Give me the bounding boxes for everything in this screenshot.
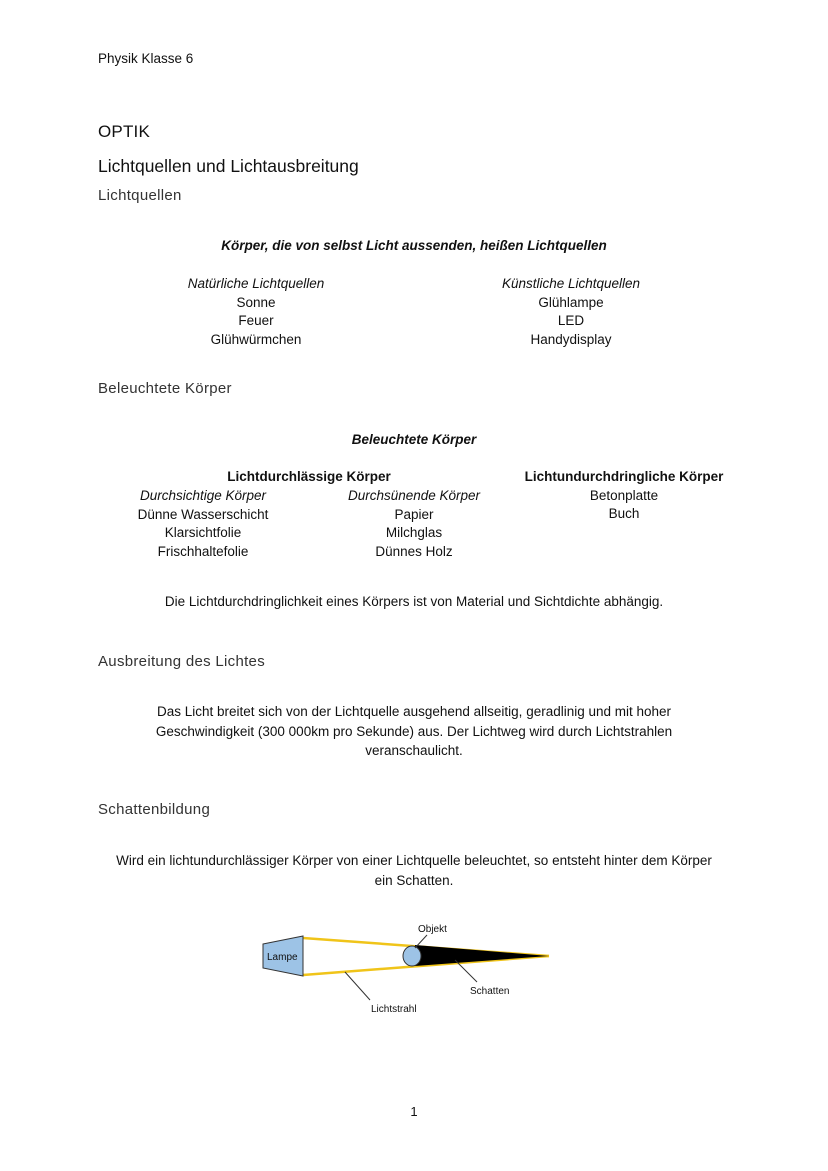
ray-callout-line (345, 972, 370, 1000)
list-item: Handydisplay (530, 332, 612, 348)
schatten-paragraph (0, 851, 828, 890)
lamp-label: Lampe (267, 952, 298, 963)
list-item: Klarsichtfolie (164, 525, 242, 541)
shadow-label: Schatten (470, 986, 510, 997)
ray-label: Lichtstrahl (371, 1004, 417, 1015)
shadow-cone (415, 945, 549, 966)
durchscheinend-column (318, 487, 510, 562)
durchsichtig-column (110, 487, 296, 562)
section-heading-ausbreitung: Ausbreitung des Lichtes (98, 653, 265, 670)
list-item: Dünnes Holz (375, 544, 453, 560)
list-item: Sonne (236, 294, 276, 310)
section-heading-beleuchtete: Beleuchtete Körper (98, 380, 232, 397)
beleuchtete-center-title: Beleuchtete Körper (351, 432, 477, 447)
natural-sources-label: Natürliche Lichtquellen (187, 276, 325, 291)
durchscheinend-label: Durchsünende Körper (347, 488, 481, 503)
section-heading-lichtquellen: Lichtquellen (98, 187, 182, 204)
natural-sources-column (156, 275, 356, 350)
page-header: Physik Klasse 6 (98, 51, 194, 66)
list-item: Milchglas (385, 525, 443, 541)
beleuchtete-note: Die Lichtdurchdringlichkeit eines Körpers ist von Material und Sichtdichte abhängig. (164, 594, 664, 609)
opaque-column (509, 468, 739, 524)
transparent-group-label: Lichtdurchlässige Körper (227, 469, 391, 484)
list-item: Betonplatte (589, 487, 659, 503)
object-circle (403, 946, 421, 966)
shadow-diagram (255, 918, 565, 1023)
opaque-label: Lichtundurchdringliche Körper (524, 469, 724, 484)
section-heading-schatten: Schattenbildung (98, 801, 211, 818)
list-item: Feuer (238, 313, 274, 329)
list-item: Buch (608, 506, 640, 522)
list-item: Glühlampe (538, 294, 604, 310)
paragraph-line: ein Schatten. (374, 872, 454, 888)
lichtquellen-definition: Körper, die von selbst Licht aussenden, heißen Lichtquellen (221, 238, 607, 253)
list-item: Papier (394, 506, 434, 522)
paragraph-line: veranschaulicht. (365, 743, 463, 758)
list-item: Dünne Wasserschicht (137, 506, 269, 522)
ausbreitung-paragraph (0, 702, 828, 761)
list-item: Frischhaltefolie (157, 544, 249, 560)
document-subtitle: Lichtquellen und Lichtausbreitung (98, 156, 359, 176)
paragraph-line: Das Licht breitet sich von der Lichtquelle ausgehend allseitig, geradlinig und mit hoher (156, 704, 672, 719)
list-item: Glühwürmchen (210, 332, 302, 348)
artificial-sources-column (471, 275, 671, 350)
paragraph-line: Geschwindigkeit (300 000km pro Sekunde) aus. Der Lichtweg wird durch Lichtstrahlen (155, 723, 673, 739)
object-label: Objekt (418, 924, 447, 935)
artificial-sources-label: Künstliche Lichtquellen (501, 276, 641, 291)
paragraph-line: Wird ein lichtundurchlässiger Körper von einer Lichtquelle beleuchtet, so entsteht hinter dem Körper (116, 853, 712, 868)
page-number: 1 (410, 1104, 418, 1119)
document-title: OPTIK (98, 122, 151, 141)
list-item: LED (557, 313, 585, 329)
durchsichtig-label: Durchsichtige Körper (139, 488, 267, 503)
